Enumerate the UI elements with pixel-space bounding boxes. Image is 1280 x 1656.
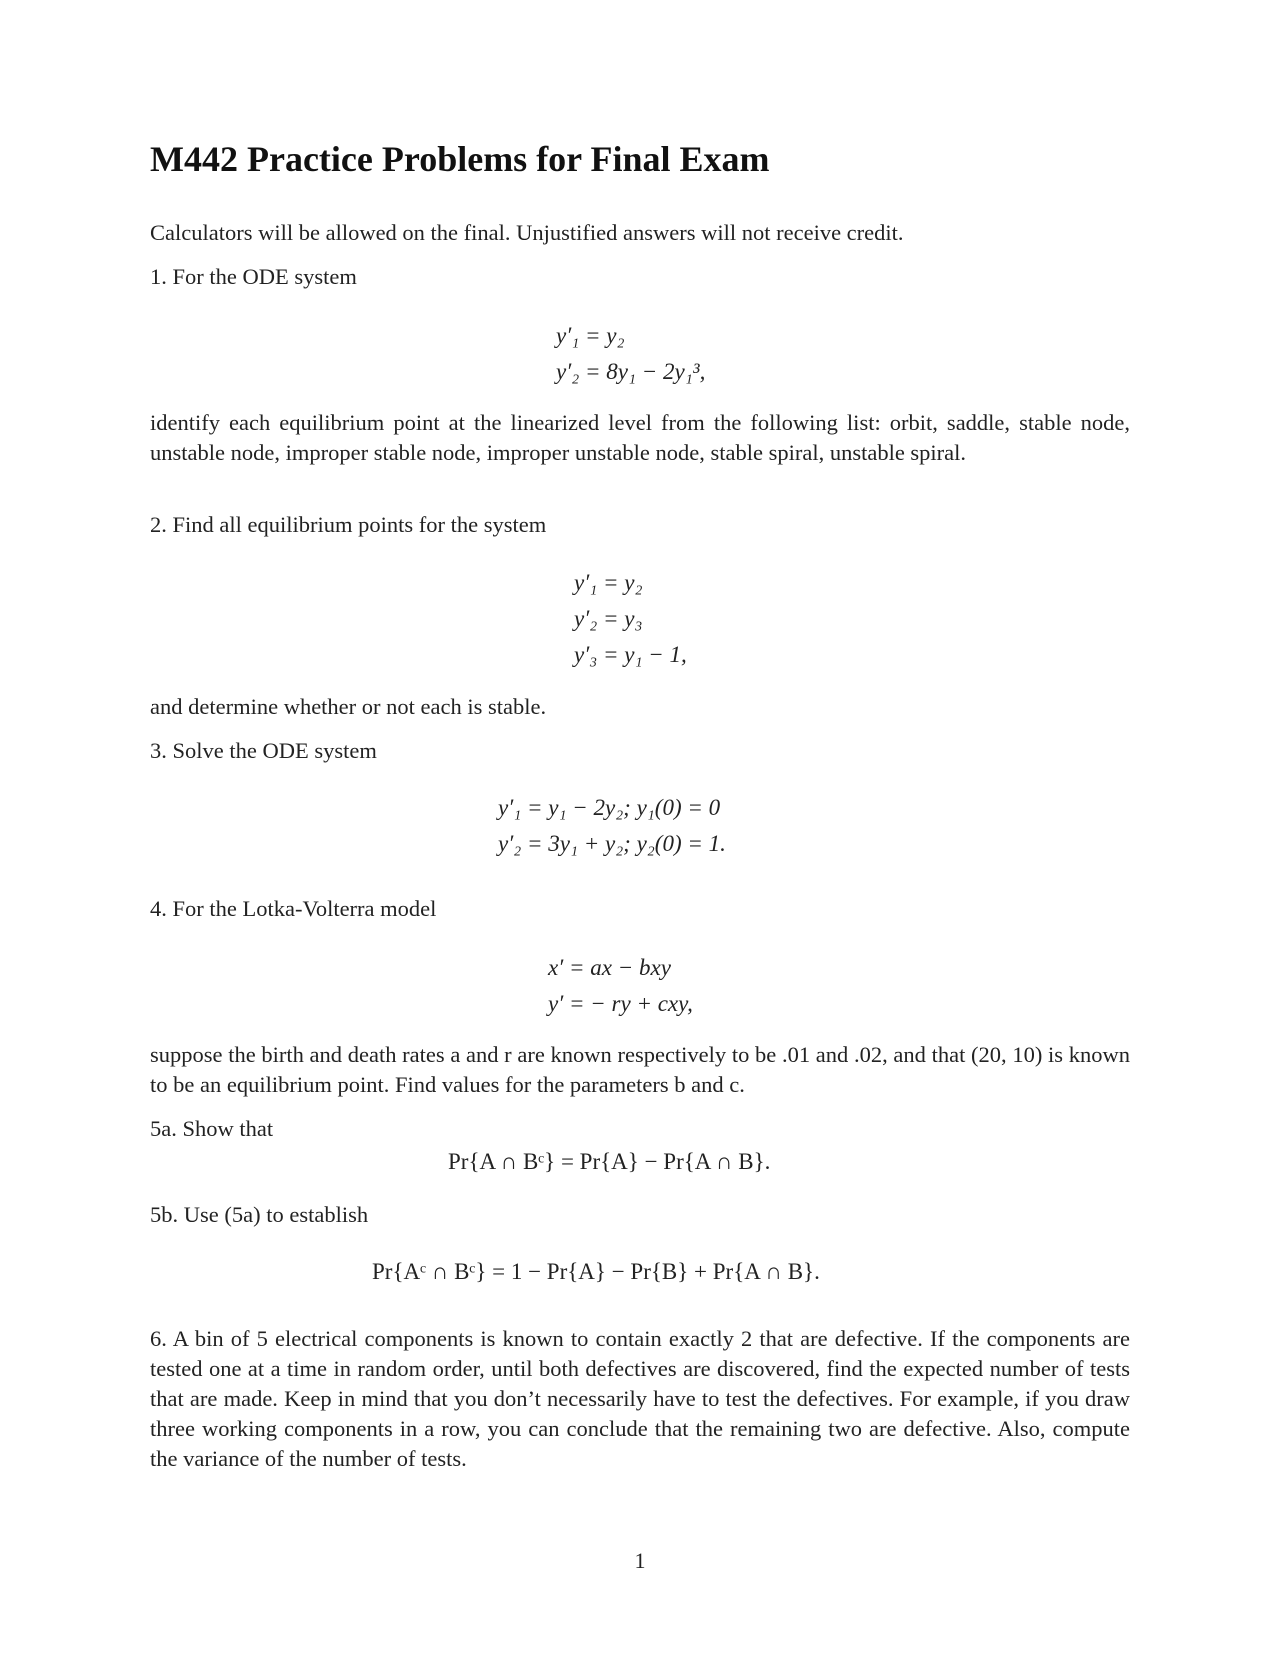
problem-2-text: and determine whether or not each is stable. bbox=[150, 694, 547, 719]
problem-1-equation-1: y′₁ = y₂ bbox=[556, 323, 625, 348]
problem-4-text: suppose the birth and death rates a and r are known respectively to be .01 and .02, and that (20, 10) is known to be an equilibrium point. Find values for the parameters b and c. bbox=[150, 1042, 1130, 1097]
problem-1-lead: 1. For the ODE system bbox=[150, 264, 357, 289]
problem-2-lead: 2. Find all equilibrium points for the system bbox=[150, 512, 547, 537]
problem-2-equation-1: y′₁ = y₂ bbox=[574, 570, 643, 595]
page-title: M442 Practice Problems for Final Exam bbox=[150, 139, 770, 179]
problem-5b-equation: Pr{Aᶜ ∩ Bᶜ} = 1 − Pr{A} − Pr{B} + Pr{A ∩ B}. bbox=[372, 1259, 820, 1284]
problem-5a-equation: Pr{A ∩ Bᶜ} = Pr{A} − Pr{A ∩ B}. bbox=[448, 1149, 771, 1174]
problem-4-equation-1: x′ = ax − bxy bbox=[548, 955, 671, 980]
problem-6-text: 6. A bin of 5 electrical components is known to contain exactly 2 that are defective. If the components are tested one at a time in random order, until both defectives are discovered, find the expected number of tests that are made. Keep in mind that you don’t necessarily have to test the defectives. For example, if you draw three working components in a row, you can conclude that the remaining two are defective. Also, compute the variance of the number of tests. bbox=[150, 1326, 1130, 1471]
problem-2-equation-2: y′₂ = y₃ bbox=[574, 606, 643, 631]
problem-5b-lead: 5b. Use (5a) to establish bbox=[150, 1202, 369, 1227]
page-number: 1 bbox=[634, 1548, 646, 1573]
problem-1-text: identify each equilibrium point at the linearized level from the following list: orbit, saddle, stable node, unstable node, improper stable node, improper unstable node, stable spiral, unstable spiral. bbox=[150, 410, 1130, 465]
problem-3-equation-2: y′₂ = 3y₁ + y₂; y₂(0) = 1. bbox=[498, 831, 726, 856]
problem-4-equation-2: y′ = − ry + cxy, bbox=[548, 991, 693, 1016]
problem-3-equation-1: y′₁ = y₁ − 2y₂; y₁(0) = 0 bbox=[498, 795, 721, 820]
intro-text: Calculators will be allowed on the final. Unjustified answers will not receive credit. bbox=[150, 220, 904, 245]
problem-4-lead: 4. For the Lotka-Volterra model bbox=[150, 896, 437, 921]
problem-5a-lead: 5a. Show that bbox=[150, 1116, 274, 1141]
problem-2-equation-3: y′₃ = y₁ − 1, bbox=[574, 642, 687, 667]
problem-3-lead: 3. Solve the ODE system bbox=[150, 738, 377, 763]
problem-1-equation-2: y′₂ = 8y₁ − 2y₁³, bbox=[556, 359, 706, 384]
